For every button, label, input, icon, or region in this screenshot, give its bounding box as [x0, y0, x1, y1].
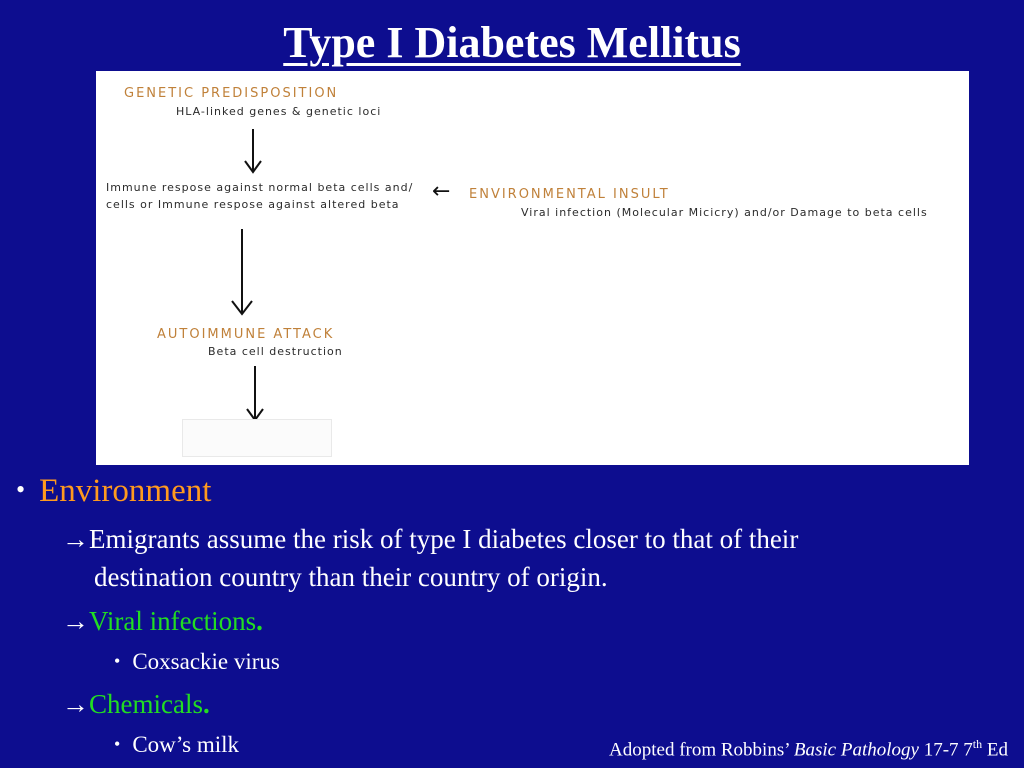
- genetic-predisposition-heading: GENETIC PREDISPOSITION: [124, 86, 339, 101]
- right-arrow-icon: →: [62, 524, 89, 554]
- citation-edition: Ed: [986, 739, 1008, 761]
- environmental-insult-detail: Viral infection (Molecular Micicry) and/or Damage to beta cells: [521, 206, 928, 219]
- viral-infections-text: Viral infections: [89, 606, 257, 636]
- citation-book: Basic Pathology: [793, 739, 919, 761]
- environment-label: Environment: [39, 473, 212, 509]
- chemicals-text: Chemicals: [89, 689, 203, 719]
- bullet-emigrants-line-1: [62, 524, 798, 555]
- bullet-viral-infections: [62, 606, 263, 637]
- bullet-cows-milk: [114, 732, 239, 758]
- environmental-insult-heading: ENVIRONMENTAL INSULT: [469, 187, 670, 202]
- coxsackie-text: Coxsackie virus: [132, 649, 280, 674]
- bullet-icon: •: [114, 734, 121, 754]
- cows-milk-text: Cow’s milk: [132, 732, 240, 757]
- genetic-predisposition-detail: HLA-linked genes & genetic loci: [176, 105, 382, 118]
- citation-number: 17-7 7: [923, 739, 973, 761]
- bullet-coxsackie: [114, 649, 280, 675]
- chemicals-period: .: [202, 689, 210, 719]
- bullet-icon: •: [16, 475, 26, 504]
- immune-response-line-1: Immune respose against normal beta cells and/: [106, 181, 414, 194]
- citation-prefix: Adopted from Robbins’: [609, 739, 790, 761]
- autoimmune-attack-heading: AUTOIMMUNE ATTACK: [157, 327, 335, 342]
- right-arrow-icon: →: [62, 606, 89, 636]
- citation-superscript: th: [972, 737, 983, 751]
- source-citation: [609, 737, 1008, 761]
- viral-infections-period: .: [256, 606, 263, 636]
- bullet-emigrants-line-2: destination country than their country of origin.: [94, 562, 608, 592]
- right-arrow-icon: →: [62, 689, 89, 719]
- slide-title-text: Type I Diabetes Mellitus: [283, 18, 741, 67]
- bullet-chemicals: [62, 689, 210, 720]
- bullet-icon: •: [114, 651, 121, 671]
- immune-response-line-2: cells or Immune respose against altered beta: [106, 198, 400, 211]
- emigrants-text-1: Emigrants assume the risk of type I diabetes closer to that of their: [89, 524, 799, 554]
- bullet-environment: [16, 473, 211, 510]
- autoimmune-attack-detail: Beta cell destruction: [208, 345, 343, 358]
- left-arrow-icon: ←: [432, 179, 451, 204]
